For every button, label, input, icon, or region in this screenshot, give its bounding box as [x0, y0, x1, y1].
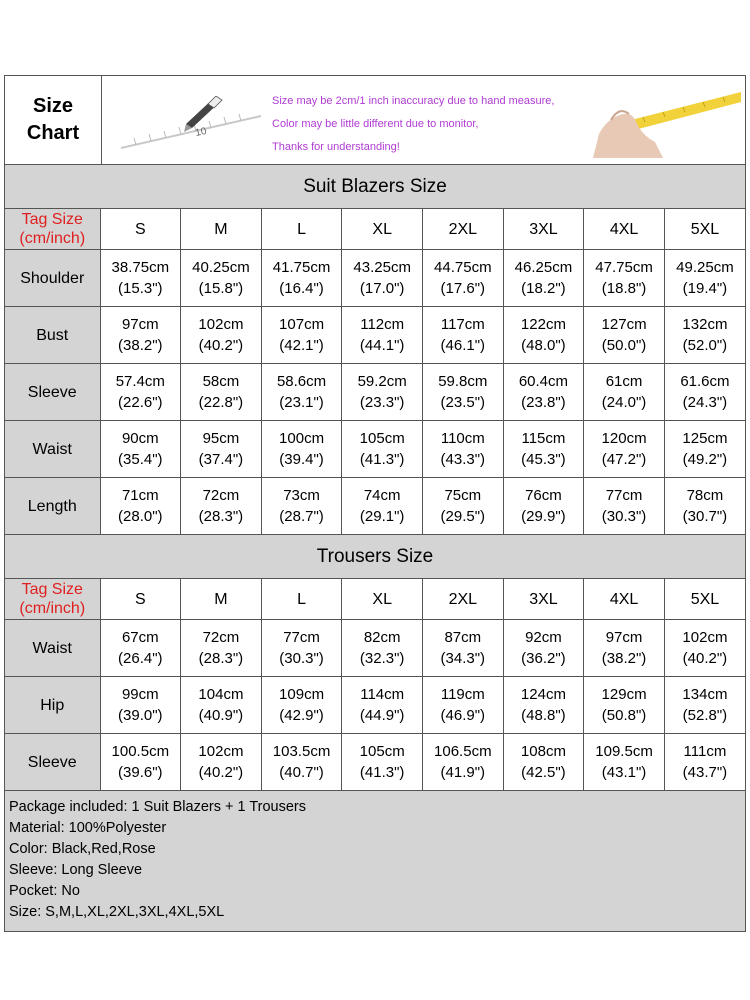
measurement-label: Sleeve [5, 734, 100, 791]
table-row [5, 620, 745, 677]
tag-size-label: Tag Size (cm/inch) [5, 209, 100, 250]
inch-value: (37.4") [198, 451, 244, 468]
cm-value: 107cm [279, 316, 325, 333]
measurement-cell [100, 421, 181, 478]
measurement-cell [584, 620, 665, 677]
size-5xl: 5XL [664, 579, 745, 620]
cm-value: 71cm [121, 487, 159, 504]
measurement-cell [503, 250, 584, 307]
measurement-cell [423, 620, 504, 677]
inch-value: (28.3") [198, 650, 244, 667]
inch-value: (24.0") [601, 394, 647, 411]
measurement-cell [181, 364, 262, 421]
measurement-cell [261, 734, 342, 791]
cm-value: 59.8cm [438, 373, 488, 390]
measuring-tape-hand-icon [593, 84, 743, 158]
inch-value: (29.1") [359, 508, 405, 525]
cm-value: 108cm [520, 743, 566, 760]
cm-value: 103.5cm [272, 743, 331, 760]
cm-value: 104cm [198, 686, 244, 703]
inch-value: (42.5") [521, 764, 566, 781]
cm-value: 75cm [444, 487, 482, 504]
inch-value: (39.0") [118, 707, 163, 724]
measurement-cell [423, 677, 504, 734]
info-line: Size: S,M,L,XL,2XL,3XL,4XL,5XL [9, 904, 225, 920]
inch-value: (52.8") [682, 707, 728, 724]
inch-value: (26.4") [118, 650, 163, 667]
measurement-cell [181, 478, 262, 535]
cm-value: 99cm [121, 686, 159, 703]
cm-value: 110cm [440, 430, 485, 447]
cm-value: 60.4cm [518, 373, 569, 390]
inch-value: (38.2") [601, 650, 647, 667]
cm-value: 102cm [198, 743, 244, 760]
size-notes [272, 90, 554, 159]
inch-value: (18.2") [521, 280, 566, 297]
measurement-cell [181, 677, 262, 734]
blazer-section-title: Suit Blazers Size [5, 165, 745, 209]
measurement-label: Hip [5, 677, 100, 734]
cm-value: 40.25cm [192, 259, 250, 276]
inch-value: (50.0") [601, 337, 647, 354]
measurement-cell [342, 734, 423, 791]
table-row [5, 478, 745, 535]
cm-value: 102cm [682, 629, 728, 646]
cm-value: 47.75cm [595, 259, 653, 276]
inch-value: (47.2") [601, 451, 647, 468]
measurement-cell [342, 250, 423, 307]
measurement-cell [261, 677, 342, 734]
cm-value: 120cm [601, 430, 647, 447]
measurement-cell [261, 250, 342, 307]
inch-value: (17.6") [440, 280, 486, 297]
measurement-cell [342, 421, 423, 478]
cm-value: 41.75cm [272, 259, 331, 276]
inch-value: (44.9") [359, 707, 405, 724]
cm-value: 78cm [686, 487, 724, 504]
inch-value: (15.3") [118, 280, 163, 297]
measurement-cell [423, 364, 504, 421]
inch-value: (52.0") [682, 337, 728, 354]
cm-value: 105cm [359, 743, 405, 760]
measurement-cell [342, 677, 423, 734]
size-3xl: 3XL [503, 579, 584, 620]
cm-value: 61cm [605, 373, 643, 390]
measurement-cell [584, 364, 665, 421]
measurement-cell [664, 421, 745, 478]
table-row [5, 307, 745, 364]
measurement-cell [664, 620, 745, 677]
cm-value: 132cm [682, 316, 728, 333]
size-3xl: 3XL [503, 209, 584, 250]
inch-value: (40.2") [682, 650, 728, 667]
cm-value: 112cm [360, 316, 405, 333]
measurement-cell [584, 478, 665, 535]
cm-value: 57.4cm [115, 373, 165, 390]
cm-value: 43.25cm [353, 259, 411, 276]
measurement-cell [503, 620, 584, 677]
cm-value: 111cm [683, 743, 727, 760]
measurement-label: Waist [5, 421, 100, 478]
measurement-label: Sleeve [5, 364, 100, 421]
ruler-pen-icon [116, 96, 266, 156]
cm-value: 58.6cm [276, 373, 327, 390]
measurement-cell [503, 677, 584, 734]
cm-value: 95cm [202, 430, 240, 447]
measurement-cell [100, 307, 181, 364]
table-row [5, 677, 745, 734]
measurement-cell [261, 421, 342, 478]
measurement-cell [342, 620, 423, 677]
cm-value: 129cm [601, 686, 647, 703]
inch-value: (42.1") [279, 337, 324, 354]
info-line: Sleeve: Long Sleeve [9, 862, 143, 878]
cm-value: 92cm [525, 629, 562, 646]
chart-header [5, 76, 745, 165]
size-s: S [100, 579, 181, 620]
inch-value: (43.1") [601, 764, 647, 781]
inch-value: (15.8") [198, 280, 244, 297]
size-header-row [5, 579, 745, 620]
inch-value: (48.0") [521, 337, 566, 354]
cm-value: 82cm [363, 629, 401, 646]
cm-value: 44.75cm [434, 259, 492, 276]
inch-value: (24.3") [682, 394, 728, 411]
cm-value: 125cm [682, 430, 728, 447]
size-chart [4, 75, 746, 932]
inch-value: (28.0") [118, 508, 163, 525]
inch-value: (36.2") [521, 650, 566, 667]
measurement-label: Length [5, 478, 100, 535]
cm-value: 109.5cm [595, 743, 653, 760]
table-row [5, 364, 745, 421]
measurement-cell [584, 734, 665, 791]
inch-value: (19.4") [682, 280, 728, 297]
table-row [5, 734, 745, 791]
cm-value: 90cm [121, 430, 159, 447]
measurement-cell [261, 364, 342, 421]
inch-value: (42.9") [279, 707, 324, 724]
cm-value: 97cm [605, 629, 643, 646]
trousers-section-title: Trousers Size [5, 535, 745, 579]
size-5xl: 5XL [664, 209, 745, 250]
cm-value: 46.25cm [514, 259, 573, 276]
cm-value: 127cm [601, 316, 647, 333]
measurement-cell [261, 620, 342, 677]
size-4xl: 4XL [584, 579, 665, 620]
measurement-cell [423, 307, 504, 364]
inch-value: (49.2") [682, 451, 728, 468]
size-m: M [181, 579, 262, 620]
size-2xl: 2XL [423, 209, 504, 250]
inch-value: (40.9") [198, 707, 244, 724]
measurement-cell [584, 677, 665, 734]
inch-value: (39.6") [118, 764, 163, 781]
size-4xl: 4XL [584, 209, 665, 250]
cm-value: 74cm [363, 487, 401, 504]
inch-value: (30.3") [601, 508, 647, 525]
info-line: Color: Black,Red,Rose [9, 841, 156, 857]
inch-value: (22.8") [198, 394, 244, 411]
inch-value: (41.3") [359, 451, 405, 468]
product-info [5, 791, 745, 931]
inch-value: (43.7") [682, 764, 728, 781]
inch-value: (23.1") [279, 394, 324, 411]
info-line: Pocket: No [9, 883, 80, 899]
cm-value: 134cm [682, 686, 728, 703]
measurement-cell [100, 620, 181, 677]
inch-value: (41.3") [359, 764, 405, 781]
cm-value: 122cm [520, 316, 566, 333]
inch-value: (40.2") [198, 337, 244, 354]
cm-value: 117cm [440, 316, 485, 333]
inch-value: (45.3") [521, 451, 566, 468]
measurement-cell [100, 250, 181, 307]
cm-value: 58cm [202, 373, 240, 390]
measurement-cell [503, 421, 584, 478]
inch-value: (46.9") [440, 707, 486, 724]
cm-value: 49.25cm [676, 259, 734, 276]
size-m: M [181, 209, 262, 250]
cm-value: 100.5cm [111, 743, 170, 760]
measurement-cell [664, 677, 745, 734]
cm-value: 72cm [202, 487, 240, 504]
inch-value: (34.3") [440, 650, 486, 667]
inch-value: (28.7") [279, 508, 324, 525]
cm-value: 72cm [202, 629, 240, 646]
measurement-label: Bust [5, 307, 100, 364]
inch-value: (46.1") [440, 337, 486, 354]
size-l: L [261, 209, 342, 250]
measurement-cell [342, 478, 423, 535]
inch-value: (48.8") [521, 707, 566, 724]
inch-value: (23.8") [521, 394, 566, 411]
measurement-cell [100, 734, 181, 791]
trousers-size-table [5, 579, 745, 791]
cm-value: 124cm [520, 686, 566, 703]
inch-value: (41.9") [440, 764, 486, 781]
measurement-cell [100, 677, 181, 734]
inch-value: (23.5") [440, 394, 486, 411]
measurement-cell [181, 734, 262, 791]
measurement-cell [664, 250, 745, 307]
inch-value: (40.2") [198, 764, 244, 781]
cm-value: 61.6cm [680, 373, 730, 390]
measurement-cell [584, 250, 665, 307]
inch-value: (43.3") [440, 451, 486, 468]
inch-value: (17.0") [359, 280, 405, 297]
chart-title-line1: Size [32, 95, 74, 117]
size-s: S [100, 209, 181, 250]
size-xl: XL [342, 209, 423, 250]
info-line: Package included: 1 Suit Blazers + 1 Trousers [9, 799, 307, 815]
note-line: Color may be little different due to monitor, [272, 118, 479, 130]
size-2xl: 2XL [423, 579, 504, 620]
measurement-cell [181, 307, 262, 364]
chart-title [5, 76, 102, 164]
measurement-cell [261, 478, 342, 535]
inch-value: (50.8") [601, 707, 647, 724]
measurement-cell [423, 421, 504, 478]
size-header-row [5, 209, 745, 250]
cm-value: 114cm [360, 686, 405, 703]
measurement-label: Waist [5, 620, 100, 677]
measurement-cell [664, 307, 745, 364]
inch-value: (23.3") [359, 394, 405, 411]
header-banner [102, 76, 745, 164]
inch-value: (30.3") [279, 650, 324, 667]
measurement-cell [664, 734, 745, 791]
inch-value: (35.4") [118, 451, 163, 468]
info-line: Material: 100%Polyester [9, 820, 167, 836]
size-l: L [261, 579, 342, 620]
cm-value: 73cm [283, 487, 320, 504]
note-line: Thanks for understanding! [272, 141, 400, 153]
measurement-cell [584, 421, 665, 478]
measurement-cell [181, 250, 262, 307]
table-row [5, 421, 745, 478]
measurement-cell [584, 307, 665, 364]
measurement-cell [100, 364, 181, 421]
inch-value: (38.2") [118, 337, 163, 354]
cm-value: 77cm [605, 487, 643, 504]
measurement-cell [664, 364, 745, 421]
cm-value: 76cm [525, 487, 562, 504]
cm-value: 115cm [521, 430, 566, 447]
ruler-mark: 10 [194, 125, 208, 139]
cm-value: 77cm [283, 629, 320, 646]
measurement-cell [100, 478, 181, 535]
measurement-cell [423, 478, 504, 535]
inch-value: (29.5") [440, 508, 486, 525]
measurement-cell [503, 734, 584, 791]
inch-value: (18.8") [601, 280, 647, 297]
cm-value: 105cm [359, 430, 405, 447]
measurement-cell [342, 364, 423, 421]
cm-value: 109cm [279, 686, 325, 703]
inch-value: (29.9") [521, 508, 566, 525]
measurement-cell [261, 307, 342, 364]
cm-value: 87cm [444, 629, 482, 646]
cm-value: 106.5cm [434, 743, 492, 760]
measurement-cell [181, 620, 262, 677]
measurement-cell [664, 478, 745, 535]
cm-value: 97cm [121, 316, 159, 333]
inch-value: (40.7") [279, 764, 324, 781]
tag-size-label: Tag Size (cm/inch) [5, 579, 100, 620]
measurement-cell [503, 307, 584, 364]
measurement-cell [423, 250, 504, 307]
measurement-cell [423, 734, 504, 791]
measurement-cell [181, 421, 262, 478]
measurement-cell [503, 364, 584, 421]
inch-value: (30.7") [682, 508, 728, 525]
size-xl: XL [342, 579, 423, 620]
note-line: Size may be 2cm/1 inch inaccuracy due to hand measure, [272, 95, 555, 107]
cm-value: 38.75cm [111, 259, 170, 276]
table-row [5, 250, 745, 307]
blazer-size-table [5, 209, 745, 535]
measurement-cell [342, 307, 423, 364]
cm-value: 100cm [279, 430, 325, 447]
cm-value: 119cm [440, 686, 485, 703]
inch-value: (16.4") [279, 280, 324, 297]
cm-value: 67cm [121, 629, 159, 646]
cm-value: 102cm [198, 316, 244, 333]
measurement-label: Shoulder [5, 250, 100, 307]
cm-value: 59.2cm [357, 373, 407, 390]
inch-value: (39.4") [279, 451, 324, 468]
inch-value: (22.6") [118, 394, 163, 411]
chart-title-line2: Chart [26, 122, 80, 144]
inch-value: (32.3") [359, 650, 405, 667]
inch-value: (44.1") [359, 337, 405, 354]
measurement-cell [503, 478, 584, 535]
inch-value: (28.3") [198, 508, 244, 525]
